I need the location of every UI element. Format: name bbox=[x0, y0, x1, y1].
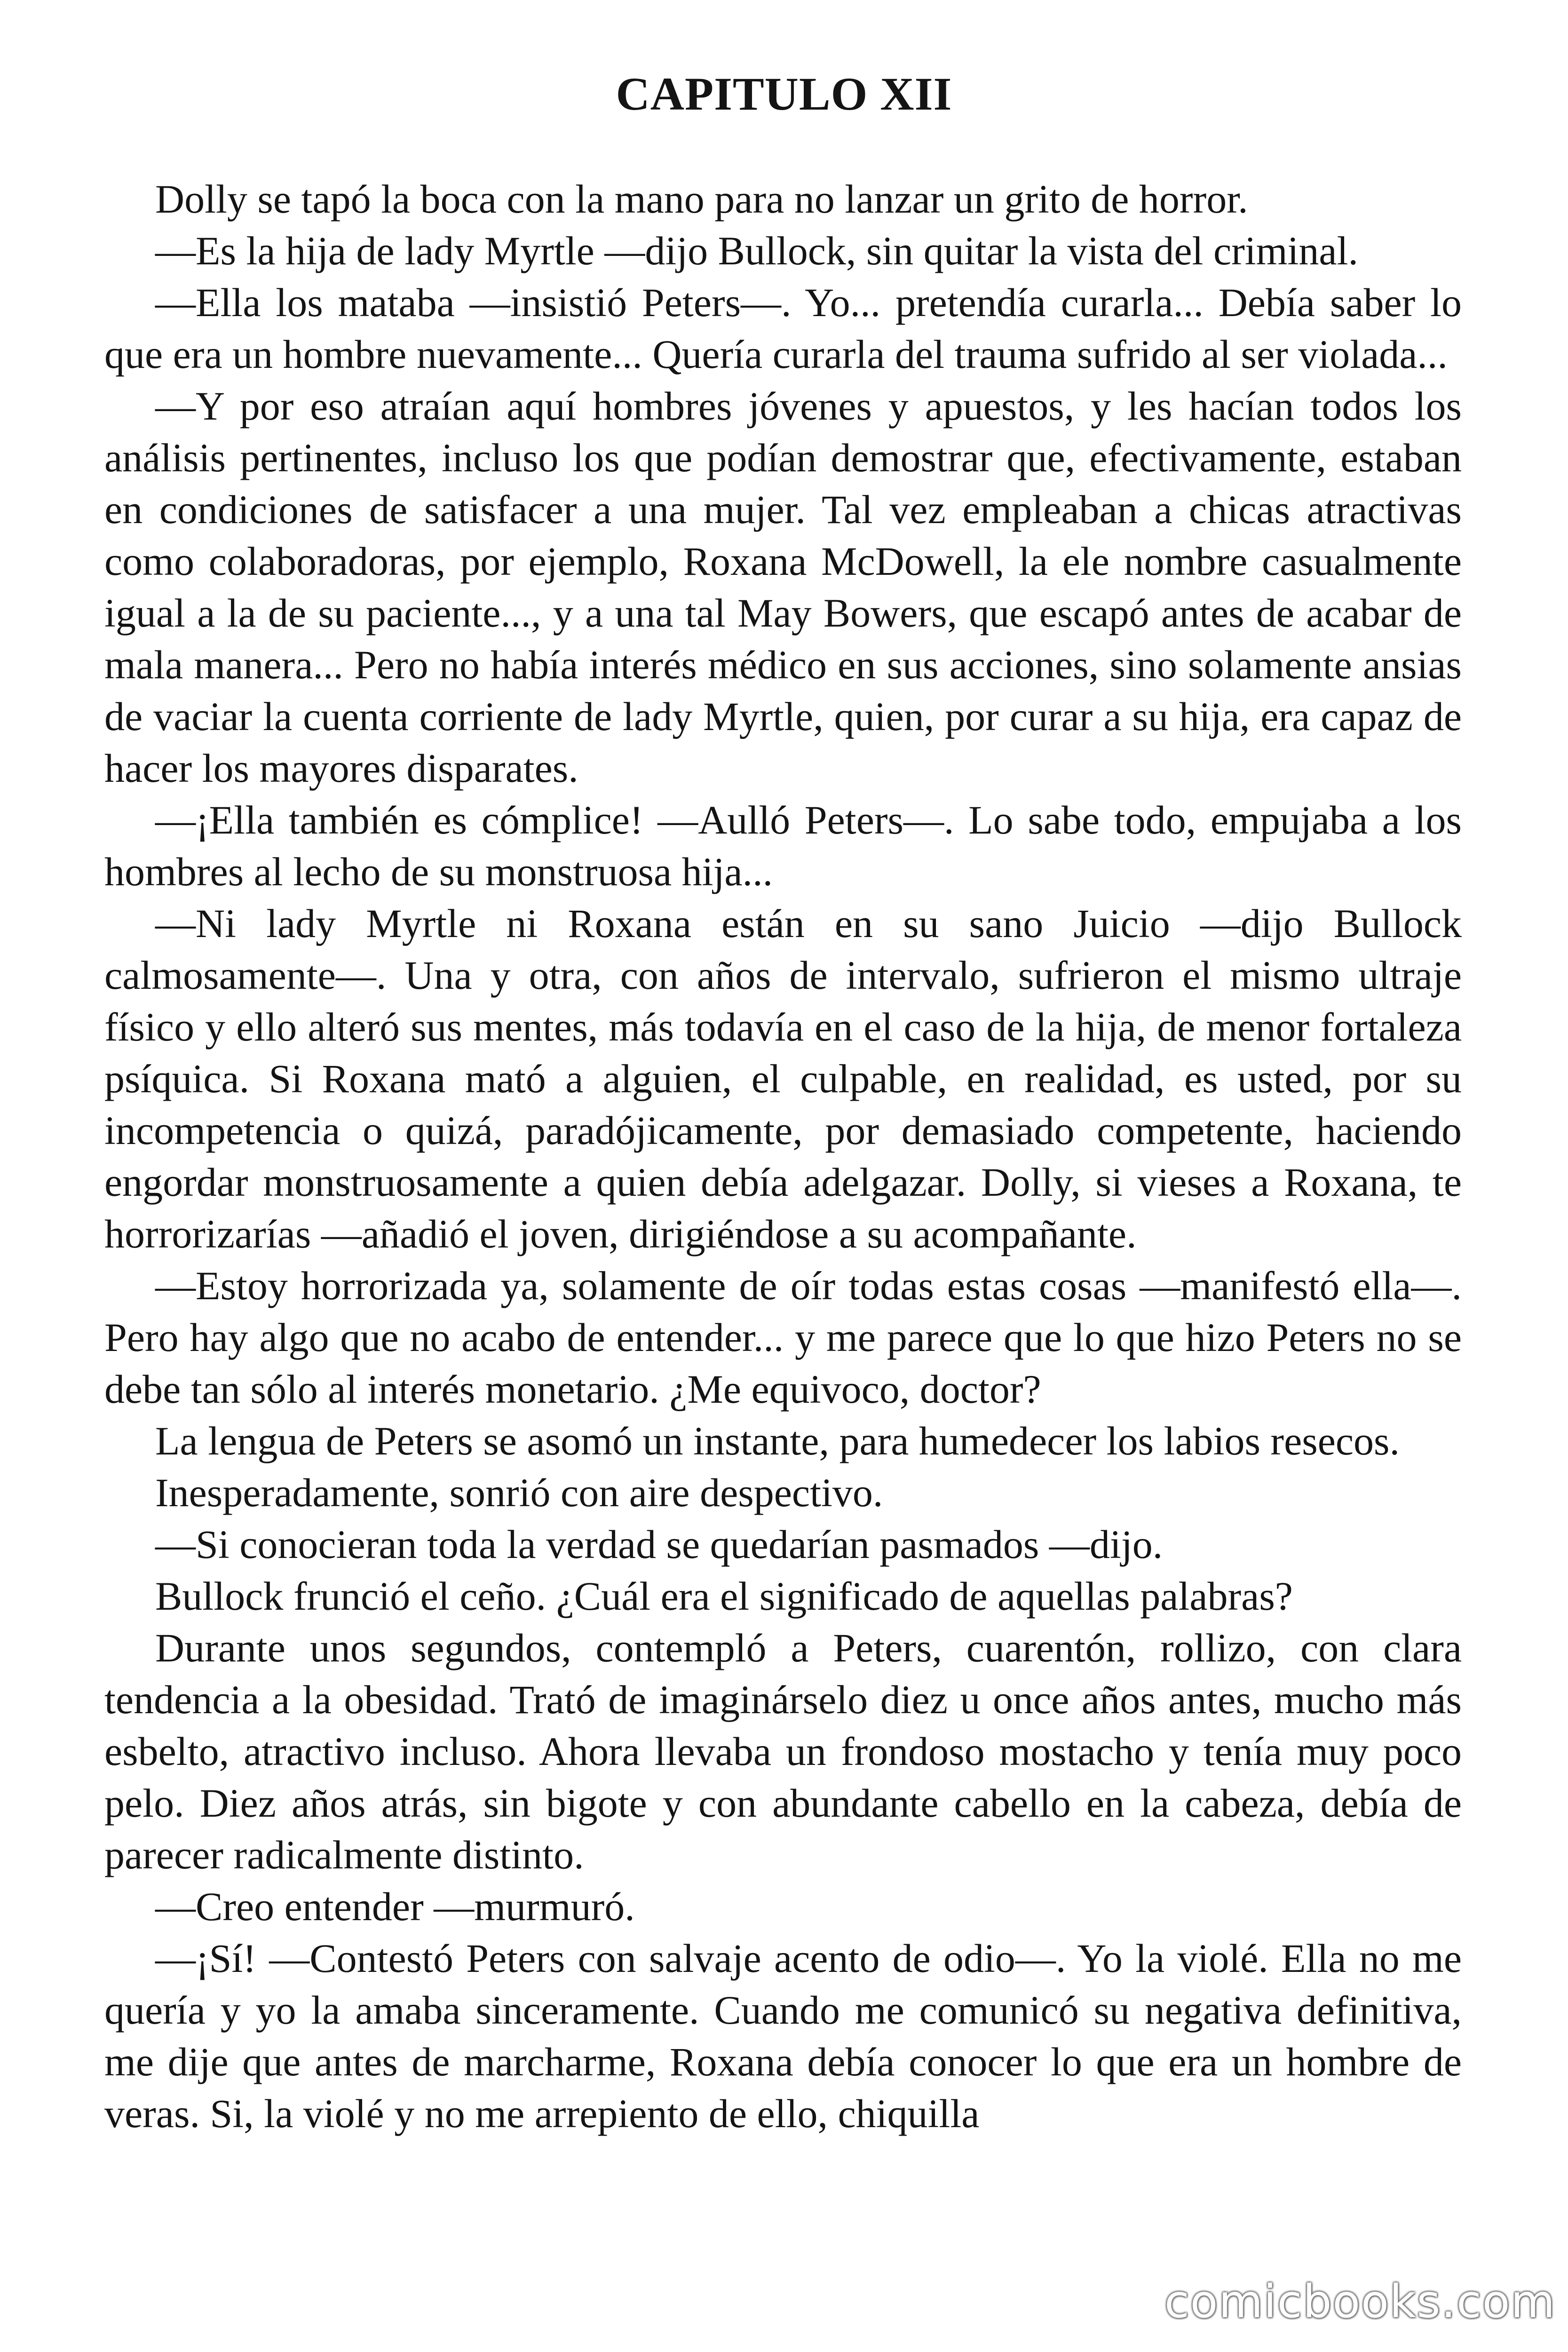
watermark: comicbooks.com bbox=[1164, 2275, 1556, 2328]
paragraph: —Y por eso atraían aquí hombres jóvenes y apuestos, y les hacían todos los análisis pertinentes, incluso los que podían demostrar que, efectivamente, estaban en condiciones de satisfacer a una mujer. Tal vez empleaban a chicas atractivas como colaboradoras, por ejemplo, Roxana McDowell, la ele nombre casualmente igual a la de su paciente..., y a una tal May Bowers, que escapó antes de acabar de mala manera... Pero no había interés médico en sus acciones, sino solamente ansias de vaciar la cuenta corriente de lady Myrtle, quien, por curar a su hija, era capaz de hacer los mayores disparates. bbox=[104, 383, 1462, 791]
chapter-title: CAPITULO XII bbox=[616, 68, 952, 120]
paragraph: —Es la hija de lady Myrtle —dijo Bullock, sin quitar la vista del criminal. bbox=[155, 228, 1358, 273]
paragraph: —¡Sí! —Contestó Peters con salvaje acento de odio—. Yo la violé. Ella no me quería y yo la amaba sinceramente. Cuando me comunicó su negativa definitiva, me dije que antes de marcharme, Roxana debía conocer lo que era un hombre de veras. Si, la violé y no me arrepiento de ello, chiquilla bbox=[104, 1936, 1462, 2136]
paragraph: —¡Ella también es cómplice! —Aulló Peters—. Lo sabe todo, empujaba a los hombres al lecho de su monstruosa hija... bbox=[104, 797, 1462, 894]
paragraph: —Ni lady Myrtle ni Roxana están en su sano Juicio —dijo Bullock calmosamente—. Una y otra, con años de intervalo, sufrieron el mismo ultraje físico y ello alteró sus mentes, más todavía en el caso de la hija, de menor fortaleza psíquica. Si Roxana mató a alguien, el culpable, en realidad, es usted, por su incompetencia o quizá, paradójicamente, por demasiado competente, haciendo engordar monstruosamente a quien debía adelgazar. Dolly, si vieses a Roxana, te horrorizarías —añadió el joven, dirigiéndose a su acompañante. bbox=[104, 901, 1462, 1256]
paragraph: —Estoy horrorizada ya, solamente de oír todas estas cosas —manifestó ella—. Pero hay algo que no acabo de entender... y me parece que lo que hizo Peters no se debe tan sólo al interés monetario. ¿Me equivoco, doctor? bbox=[104, 1263, 1462, 1412]
body-text bbox=[104, 173, 1462, 2139]
paragraph: —Creo entender —murmuró. bbox=[155, 1884, 635, 1929]
paragraph: Durante unos segundos, contempló a Peters, cuarentón, rollizo, con clara tendencia a la obesidad. Trató de imaginárselo diez u once años antes, mucho más esbelto, atractivo incluso. Ahora llevaba un frondoso mostacho y tenía muy poco pelo. Diez años atrás, sin bigote y con abundante cabello en la cabeza, debía de parecer radicalmente distinto. bbox=[104, 1625, 1462, 1877]
paragraph: —Ella los mataba —insistió Peters—. Yo... pretendía curarla... Debía saber lo que era un hombre nuevamente... Quería curarla del trauma sufrido al ser violada... bbox=[104, 280, 1462, 377]
paragraph: —Si conocieran toda la verdad se quedarían pasmados —dijo. bbox=[155, 1522, 1163, 1567]
paragraph: Dolly se tapó la boca con la mano para no lanzar un grito de horror. bbox=[155, 176, 1248, 222]
paragraph: La lengua de Peters se asomó un instante, para humedecer los labios resecos. bbox=[155, 1418, 1400, 1463]
paragraph: Bullock frunció el ceño. ¿Cuál era el significado de aquellas palabras? bbox=[155, 1573, 1293, 1619]
paragraph: Inesperadamente, sonrió con aire despectivo. bbox=[155, 1470, 883, 1515]
